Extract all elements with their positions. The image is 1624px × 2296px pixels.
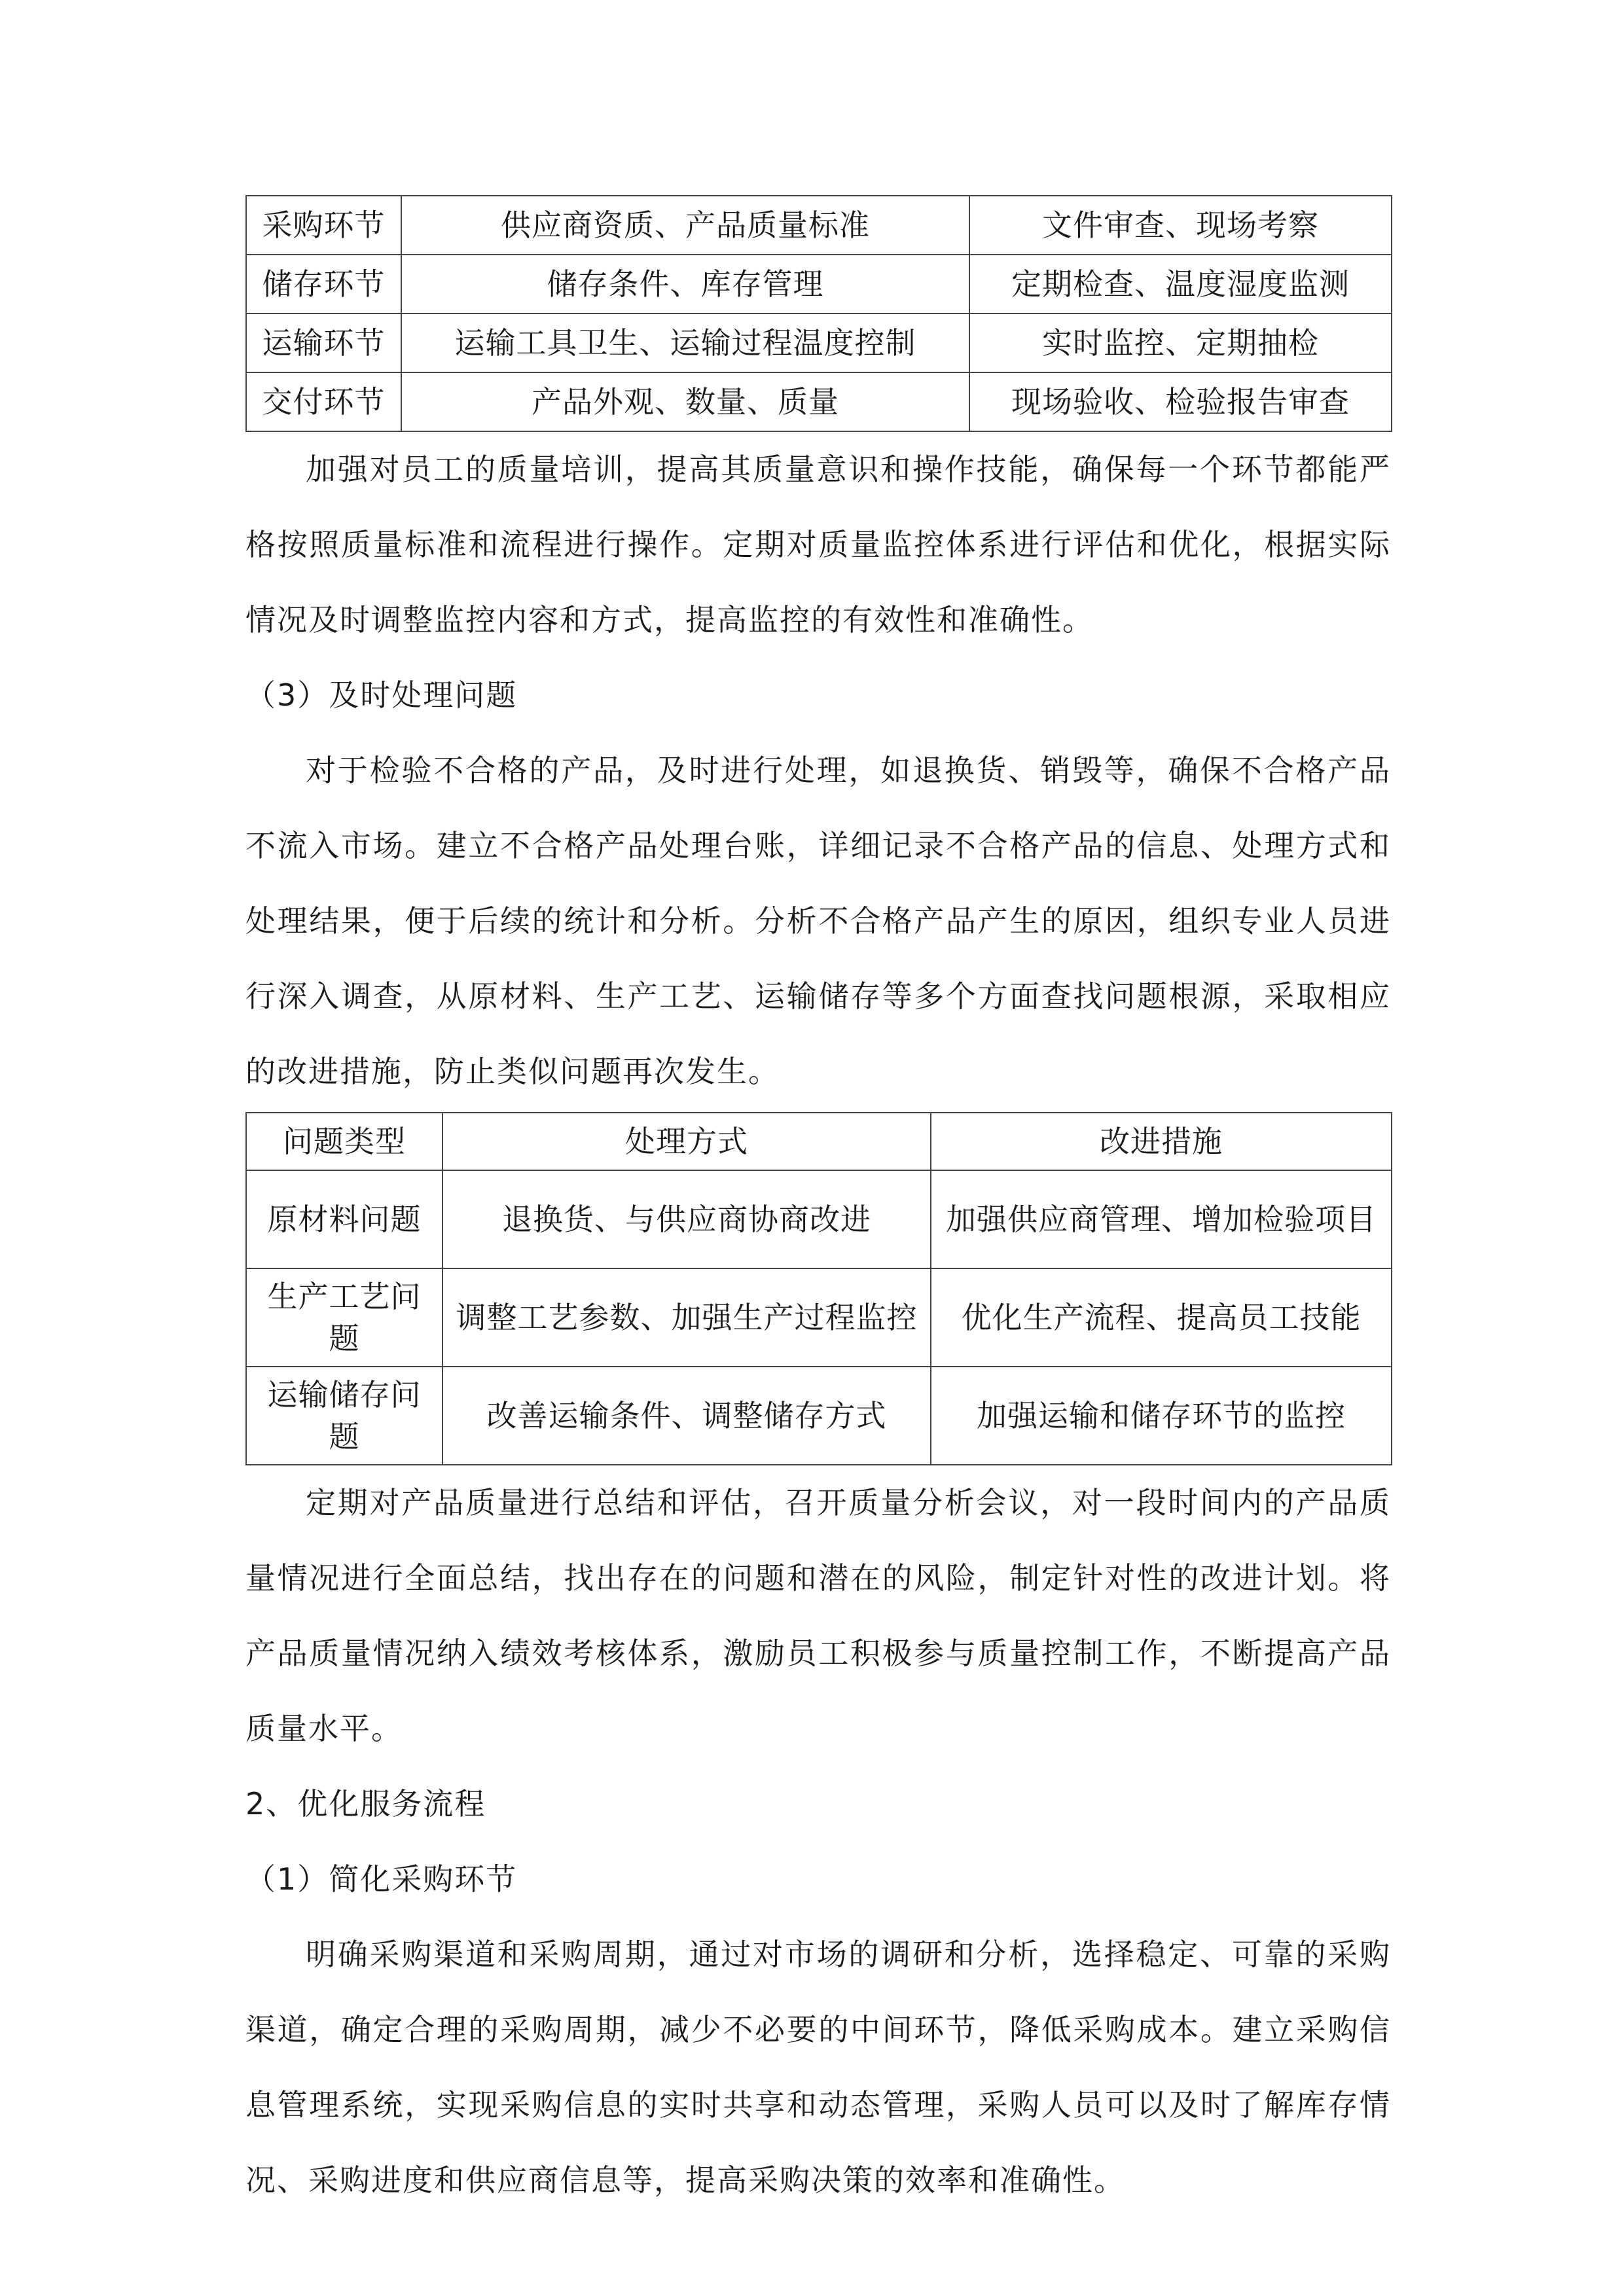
table-row	[246, 196, 1392, 255]
table-row	[246, 372, 1392, 431]
table-row	[246, 1268, 1392, 1367]
paragraph-procurement: 明确采购渠道和采购周期，通过对市场的调研和分析，选择稳定、可靠的采购渠道，确定合理的采购周期，减少不必要的中间环节，降低采购成本。建立采购信息管理系统，实现采购信息的实时共享和动态管理，采购人员可以及时了解库存情况、采购进度和供应商信息等，提高采购决策的效率和准确性。	[245, 1937, 1391, 2198]
table-row	[246, 255, 1392, 314]
table-row	[246, 314, 1392, 372]
table-cell: 产品外观、数量、质量	[401, 372, 969, 431]
paragraph-staff-training: 加强对员工的质量培训，提高其质量意识和操作技能，确保每一个环节都能严格按照质量标准和流程进行操作。定期对质量监控体系进行评估和优化，根据实际情况及时调整监控内容和方式，提高监控的有效性和准确性。	[245, 452, 1391, 637]
table-cell: 储存条件、库存管理	[401, 255, 969, 314]
document-page	[245, 195, 1391, 2218]
table-header-row	[246, 1113, 1392, 1170]
table-row	[246, 1170, 1392, 1268]
table-cell: 采购环节	[246, 196, 401, 255]
table-cell: 运输环节	[246, 314, 401, 372]
table-row	[246, 1367, 1392, 1465]
table-cell: 现场验收、检验报告审查	[969, 372, 1392, 431]
heading-handle-problems: （3）及时处理问题	[245, 677, 518, 713]
table-cell: 交付环节	[246, 372, 401, 431]
table-cell: 实时监控、定期抽检	[969, 314, 1392, 372]
table-cell: 退换货、与供应商协商改进	[442, 1170, 931, 1268]
table-cell: 文件审查、现场考察	[969, 196, 1392, 255]
problem-handling-table	[245, 1112, 1392, 1465]
heading-simplify-procurement: （1）简化采购环节	[245, 1861, 518, 1897]
table-cell: 加强供应商管理、增加检验项目	[931, 1170, 1392, 1268]
column-header: 问题类型	[246, 1113, 442, 1170]
table-cell: 改善运输条件、调整储存方式	[442, 1367, 931, 1465]
column-header: 改进措施	[931, 1113, 1392, 1170]
table-cell: 运输工具卫生、运输过程温度控制	[401, 314, 969, 372]
section-heading-optimize-service: 2、优化服务流程	[245, 1786, 486, 1821]
column-header: 处理方式	[442, 1113, 931, 1170]
table-cell: 储存环节	[246, 255, 401, 314]
table-cell: 生产工艺问题	[246, 1268, 442, 1367]
table-cell: 供应商资质、产品质量标准	[401, 196, 969, 255]
table-cell: 优化生产流程、提高员工技能	[931, 1268, 1392, 1367]
quality-monitoring-table	[245, 195, 1392, 432]
table-cell: 定期检查、温度湿度监测	[969, 255, 1392, 314]
table-cell: 原材料问题	[246, 1170, 442, 1268]
table-cell: 加强运输和储存环节的监控	[931, 1367, 1392, 1465]
table-cell: 运输储存问题	[246, 1367, 442, 1465]
table-cell: 调整工艺参数、加强生产过程监控	[442, 1268, 931, 1367]
paragraph-nonconforming-products: 对于检验不合格的产品，及时进行处理，如退换货、销毁等，确保不合格产品不流入市场。建立不合格产品处理台账，详细记录不合格产品的信息、处理方式和处理结果，便于后续的统计和分析。分析不合格产品产生的原因，组织专业人员进行深入调查，从原材料、生产工艺、运输储存等多个方面查找问题根源，采取相应的改进措施，防止类似问题再次发生。	[245, 753, 1391, 1089]
paragraph-quality-review: 定期对产品质量进行总结和评估，召开质量分析会议，对一段时间内的产品质量情况进行全面总结，找出存在的问题和潜在的风险，制定针对性的改进计划。将产品质量情况纳入绩效考核体系，激励员工积极参与质量控制工作，不断提高产品质量水平。	[245, 1485, 1391, 1746]
